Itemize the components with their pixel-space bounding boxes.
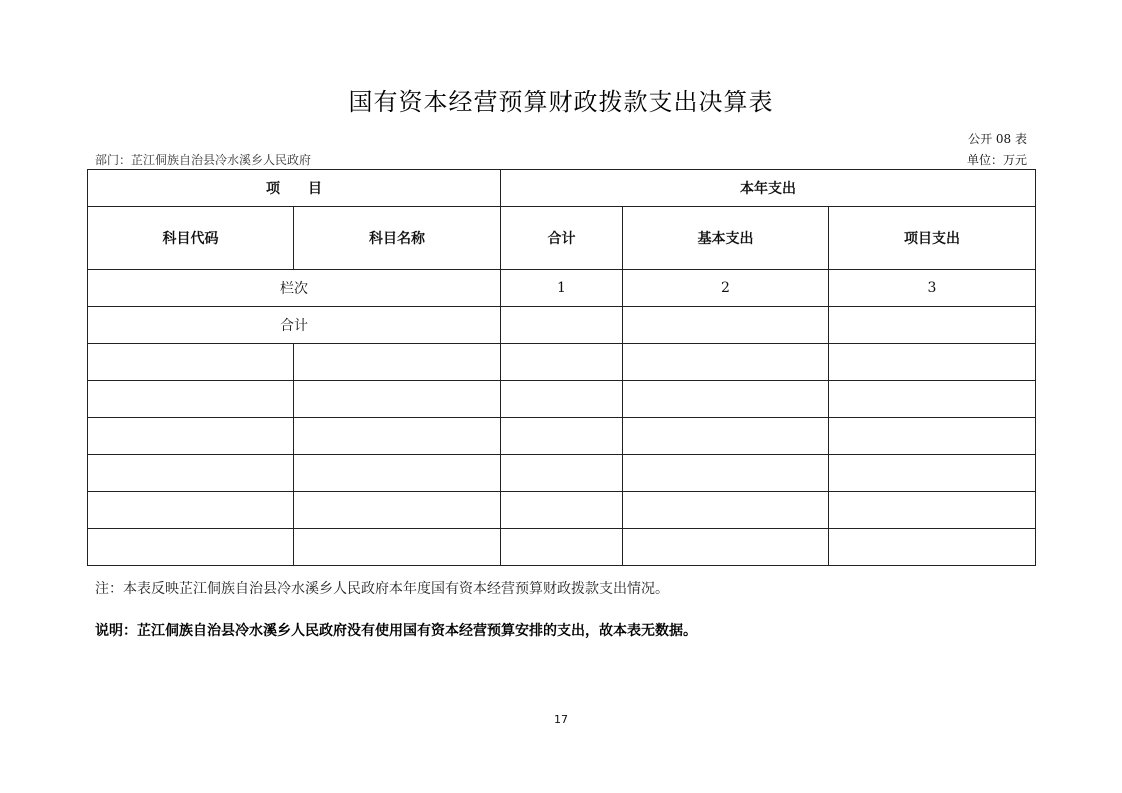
table-cell xyxy=(829,529,1036,566)
table-cell xyxy=(294,529,501,566)
table-header-row xyxy=(88,170,1036,207)
table-cell xyxy=(501,381,623,418)
table-cell xyxy=(294,344,501,381)
header-current-year: 本年支出 xyxy=(501,170,1036,207)
table-cell xyxy=(829,307,1036,344)
total-row xyxy=(88,307,1036,344)
col-subject-name: 科目名称 xyxy=(294,207,501,270)
table-row xyxy=(88,455,1036,492)
table-cell xyxy=(88,529,294,566)
table-cell xyxy=(623,418,829,455)
table-cell xyxy=(88,418,294,455)
table-cell xyxy=(623,307,829,344)
table-cell xyxy=(294,492,501,529)
table-cell xyxy=(501,529,623,566)
explanation-text: 说明：芷江侗族自治县冷水溪乡人民政府没有使用国有资本经营预算安排的支出，故本表无数据。 xyxy=(95,623,697,639)
total-label: 合计 xyxy=(88,307,501,344)
index-row xyxy=(88,270,1036,307)
expenditure-table xyxy=(87,169,1036,566)
unit-label: 单位：万元 xyxy=(966,153,1027,167)
table-cell xyxy=(294,418,501,455)
header-item: 项 目 xyxy=(88,170,501,207)
table-row xyxy=(88,381,1036,418)
table-cell xyxy=(829,455,1036,492)
table-cell xyxy=(88,455,294,492)
table-cell xyxy=(501,307,623,344)
table-cell xyxy=(88,381,294,418)
table-cell xyxy=(623,381,829,418)
department-label: 部门：芷江侗族自治县冷水溪乡人民政府 xyxy=(95,153,312,167)
table-cell xyxy=(501,418,623,455)
table-row xyxy=(88,344,1036,381)
index-2: 2 xyxy=(623,270,829,307)
col-total: 合计 xyxy=(501,207,623,270)
form-number: 公开 08 表 xyxy=(968,132,1027,146)
table-cell xyxy=(829,418,1036,455)
table-cell xyxy=(623,344,829,381)
table-note: 注：本表反映芷江侗族自治县冷水溪乡人民政府本年度国有资本经营预算财政拨款支出情况。 xyxy=(95,581,669,597)
table-subheader-row xyxy=(88,207,1036,270)
table-cell xyxy=(623,529,829,566)
table-cell xyxy=(623,492,829,529)
table-cell xyxy=(501,344,623,381)
table-row xyxy=(88,529,1036,566)
table-cell xyxy=(294,381,501,418)
table-cell xyxy=(623,455,829,492)
table-row xyxy=(88,492,1036,529)
page-title: 国有资本经营预算财政拨款支出决算表 xyxy=(348,88,774,116)
page-number: 17 xyxy=(554,713,568,726)
table-cell xyxy=(829,381,1036,418)
col-project: 项目支出 xyxy=(829,207,1036,270)
table-cell xyxy=(501,455,623,492)
col-subject-code: 科目代码 xyxy=(88,207,294,270)
table-cell xyxy=(294,455,501,492)
table-cell xyxy=(88,344,294,381)
table-cell xyxy=(88,492,294,529)
table-row xyxy=(88,418,1036,455)
table-cell xyxy=(501,492,623,529)
col-basic: 基本支出 xyxy=(623,207,829,270)
table-cell xyxy=(829,344,1036,381)
index-3: 3 xyxy=(829,270,1036,307)
table-cell xyxy=(829,492,1036,529)
index-1: 1 xyxy=(501,270,623,307)
index-label: 栏次 xyxy=(88,270,501,307)
